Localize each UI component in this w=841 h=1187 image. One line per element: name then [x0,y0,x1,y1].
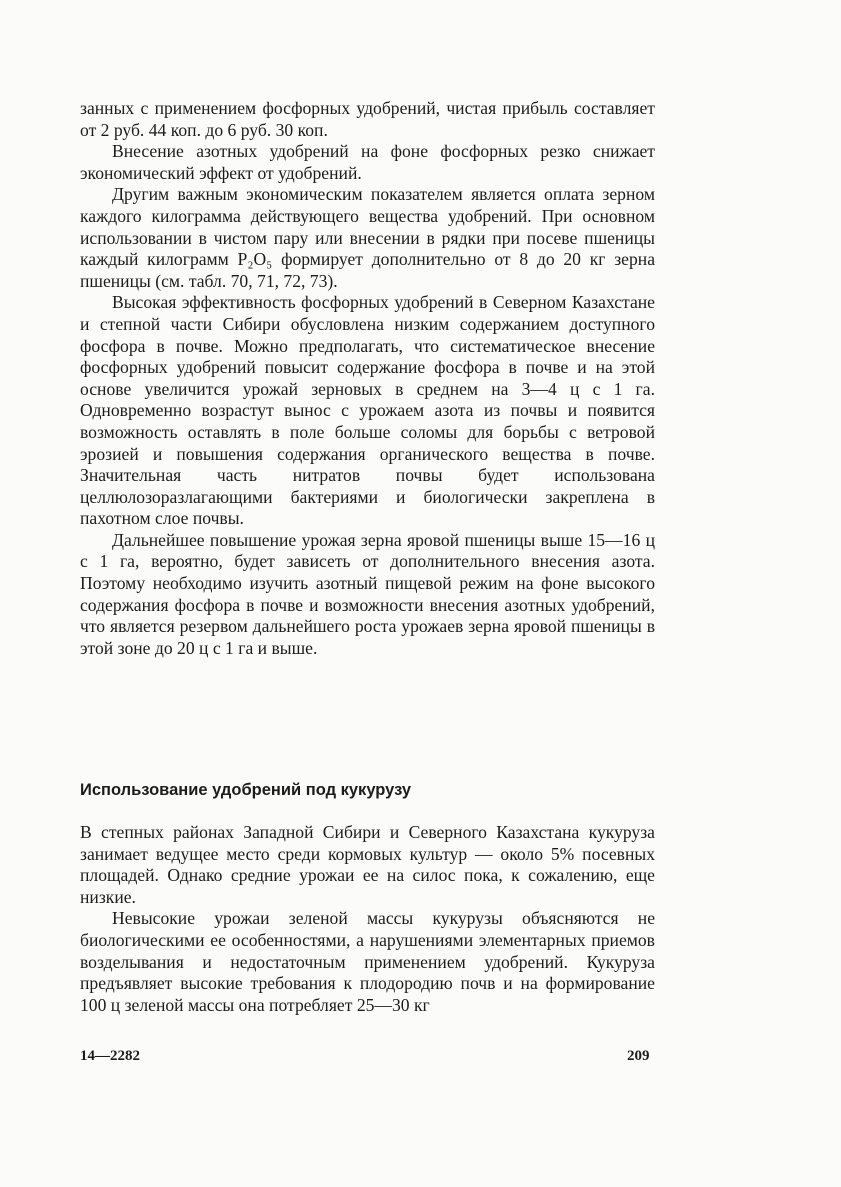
paragraph: Внесение азотных удобрений на фоне фосфорных резко снижает экономический эффект от удобрений. [80,141,655,183]
paragraph: Высокая эффективность фосфорных удобрений в Северном Казахстане и степной части Сибири обусловлена низким содержанием доступного фосфора в почве. Можно предполагать, что систематическое внесение фосфорных удобрений повысит содержание фосфора в почве и на этой основе увеличится урожай зерновых в среднем на 3—4 ц с 1 га. Одновременно возрастут вынос с урожаем азота из почвы и появится возможность оставлять в поле больше соломы для борьбы с ветровой эрозией и повышения содержания органического вещества в почве. Значительная часть нитратов почвы будет использована целлюлозоразлагающими бактериями и биологически закреплена в пахотном слое почвы. [80,292,655,529]
body-text-top [80,98,655,659]
page-number: 209 [627,1048,650,1064]
paragraph: В степных районах Западной Сибири и Северного Казахстана кукуруза занимает ведущее место среди кормовых культур — около 5% посевных площадей. Однако средние урожаи ее на силос пока, к сожалению, еще низкие. [80,822,655,907]
paragraph: Другим важным экономическим показателем является оплата зерном каждого килограмма действующего вещества удобрений. При основном использовании в чистом пару или внесении в рядки при посеве пшеницы каждый килограмм P₂O₅ формирует дополнительно от 8 до 20 кг зерна пшеницы (см. табл. 70, 71, 72, 73). [80,184,655,291]
paragraph: Дальнейшее повышение урожая зерна яровой пшеницы выше 15—16 ц с 1 га, вероятно, будет зависеть от дополнительного внесения азота. Поэтому необходимо изучить азотный пищевой режим на фоне высокого содержания фосфора в почве и возможности внесения азотных удобрений, что является резервом дальнейшего роста урожаев зерна яровой пшеницы в этой зоне до 20 ц с 1 га и выше. [80,529,655,658]
body-text-bottom [80,822,655,1016]
paragraph: занных с применением фосфорных удобрений, чистая прибыль составляет от 2 руб. 44 коп. до 6 руб. 30 коп. [80,98,655,140]
section-heading: Использование удобрений под кукурузу [80,781,412,799]
paragraph: Невысокие урожаи зеленой массы кукурузы объясняются не биологическими ее особенностями, а нарушениями элементарных приемов возделывания и недостаточным применением удобрений. Кукуруза предъявляет высокие требования к плодородию почв и на формирование 100 ц зеленой массы она потребляет 25—30 кг [80,908,655,1015]
signature-mark: 14—2282 [80,1048,140,1064]
